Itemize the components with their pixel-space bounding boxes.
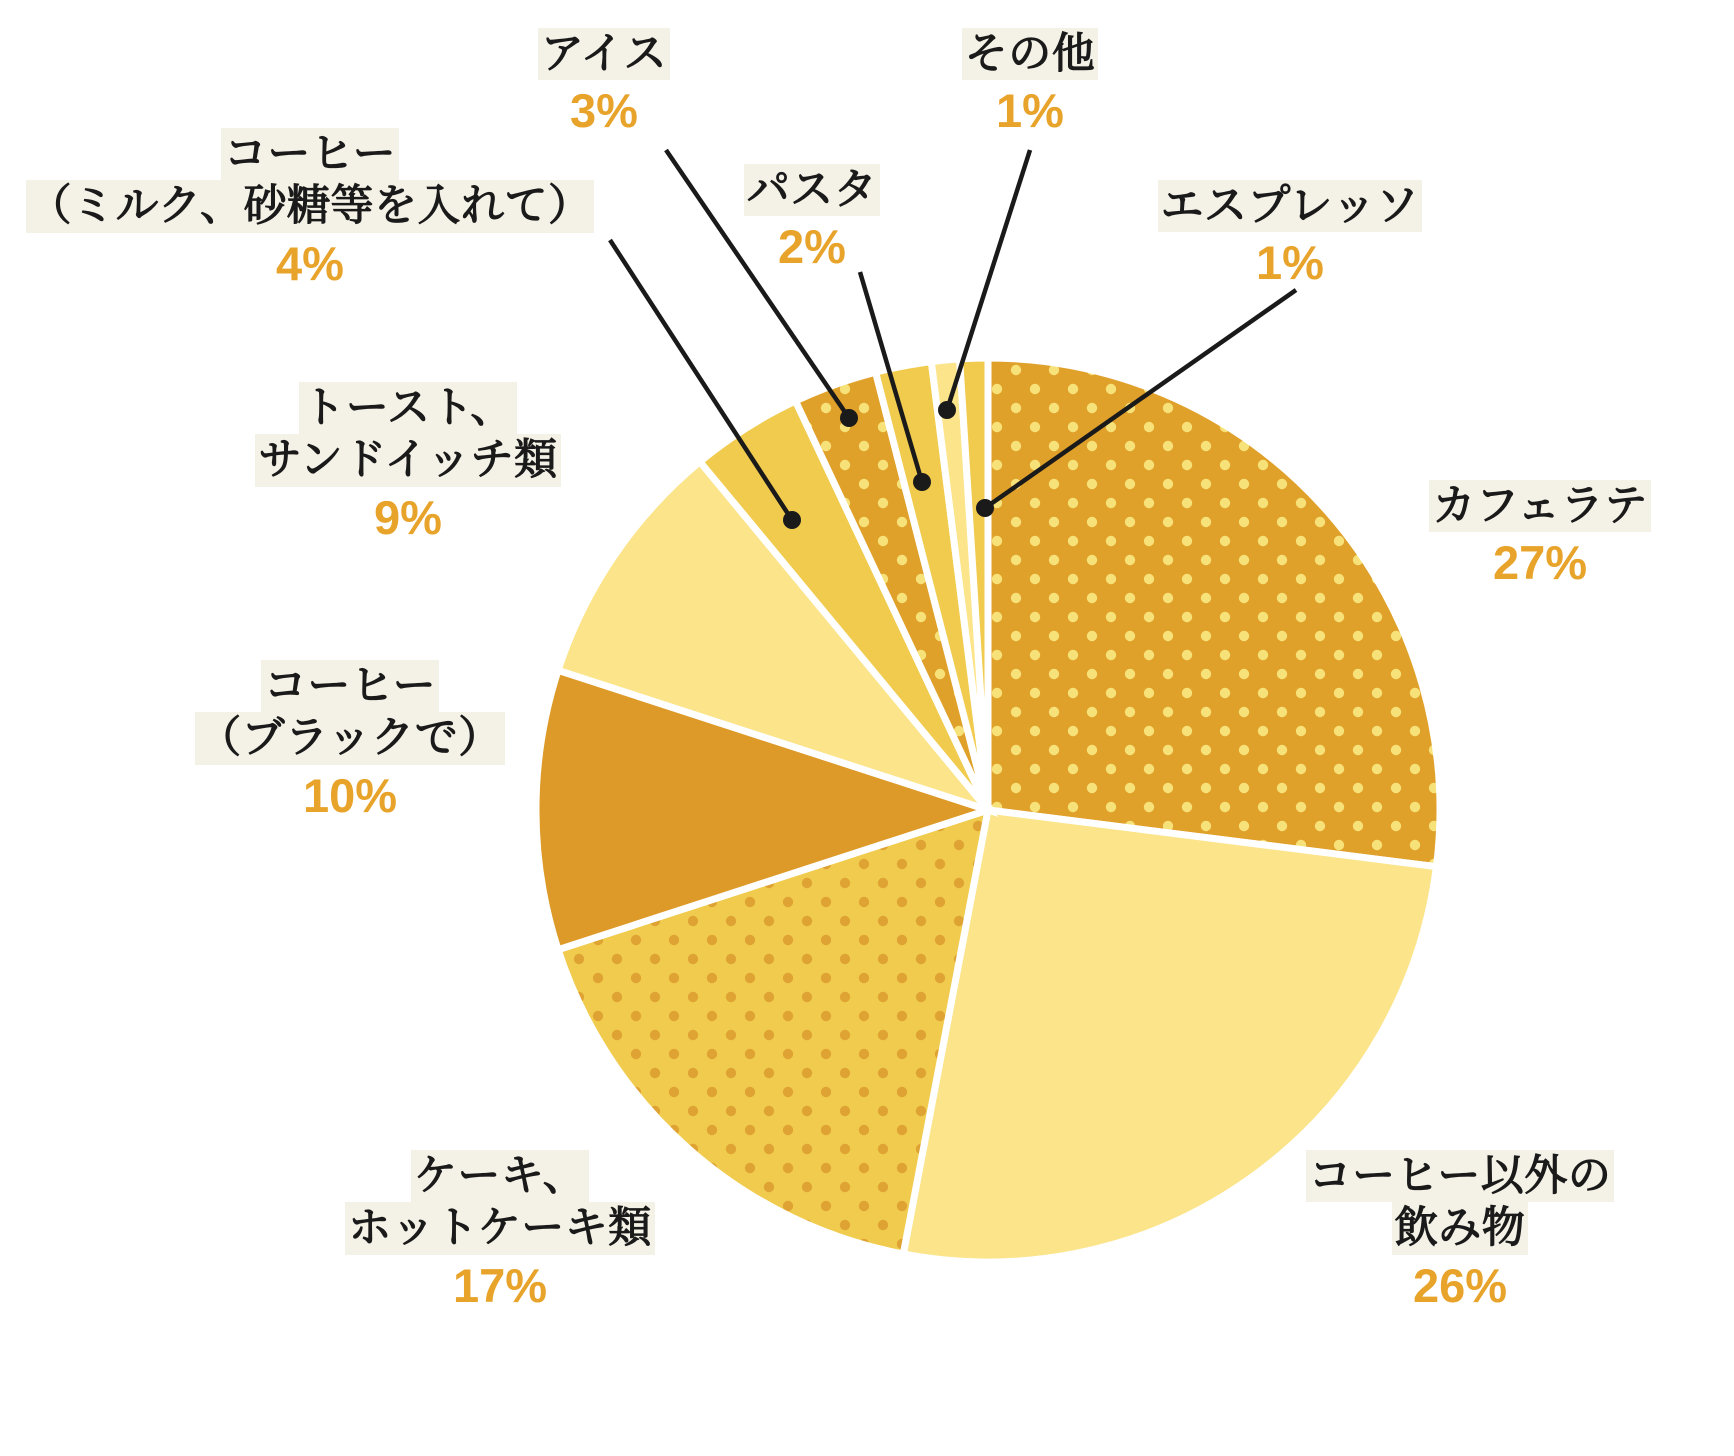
- label-coffee-black-value: 10%: [302, 768, 398, 822]
- label-cake-hotcake-value: 17%: [452, 1258, 548, 1312]
- label-coffee-with-milk-line2: （ミルク、砂糖等を入れて）: [0, 180, 630, 232]
- label-non-coffee-drinks-line2: 飲み物: [1240, 1202, 1680, 1254]
- label-espresso: [1040, 180, 1540, 292]
- label-coffee-with-milk-line1: コーヒー: [0, 128, 630, 180]
- label-other: [900, 28, 1160, 140]
- label-cake-hotcake: [280, 1150, 720, 1314]
- label-ice-value: 3%: [570, 84, 638, 138]
- leader-dot-other: [938, 401, 956, 419]
- label-toast-sandwich-line1: トースト、: [208, 382, 608, 434]
- label-cake-hotcake-line1: ケーキ、: [280, 1150, 720, 1202]
- leader-dot-ice: [840, 409, 858, 427]
- label-coffee-black-line2: （ブラックで）: [150, 712, 550, 764]
- label-espresso-text: エスプレッソ: [1040, 180, 1540, 232]
- label-cafe-latte-text: カフェラテ: [1330, 480, 1734, 532]
- label-coffee-with-milk-value: 4%: [276, 236, 344, 290]
- label-pasta-value: 2%: [778, 220, 846, 274]
- leader-dot-espresso: [976, 499, 994, 517]
- label-espresso-value: 1%: [1256, 236, 1324, 290]
- pie-slices: [536, 358, 1440, 1262]
- label-non-coffee-drinks-line1: コーヒー以外の: [1240, 1150, 1680, 1202]
- label-coffee-black-line1: コーヒー: [150, 660, 550, 712]
- pie-slice-cafe-latte[interactable]: [988, 358, 1440, 867]
- label-toast-sandwich: [208, 382, 608, 546]
- label-cafe-latte: [1330, 480, 1734, 592]
- label-non-coffee-drinks-value: 26%: [1412, 1258, 1508, 1312]
- label-cake-hotcake-line2: ホットケーキ類: [280, 1202, 720, 1254]
- label-toast-sandwich-value: 9%: [374, 490, 442, 544]
- label-ice: [474, 28, 734, 140]
- label-other-value: 1%: [996, 84, 1064, 138]
- label-other-text: その他: [900, 28, 1160, 80]
- label-coffee-black: [150, 660, 550, 824]
- label-ice-text: アイス: [474, 28, 734, 80]
- leader-dot-coffee-with-milk: [783, 511, 801, 529]
- leader-dot-pasta: [913, 473, 931, 491]
- label-coffee-with-milk: [0, 128, 630, 292]
- label-pasta: [672, 164, 952, 276]
- label-pasta-text: パスタ: [672, 164, 952, 216]
- label-non-coffee-drinks: [1240, 1150, 1680, 1314]
- label-toast-sandwich-line2: サンドイッチ類: [208, 434, 608, 486]
- label-cafe-latte-value: 27%: [1492, 536, 1588, 590]
